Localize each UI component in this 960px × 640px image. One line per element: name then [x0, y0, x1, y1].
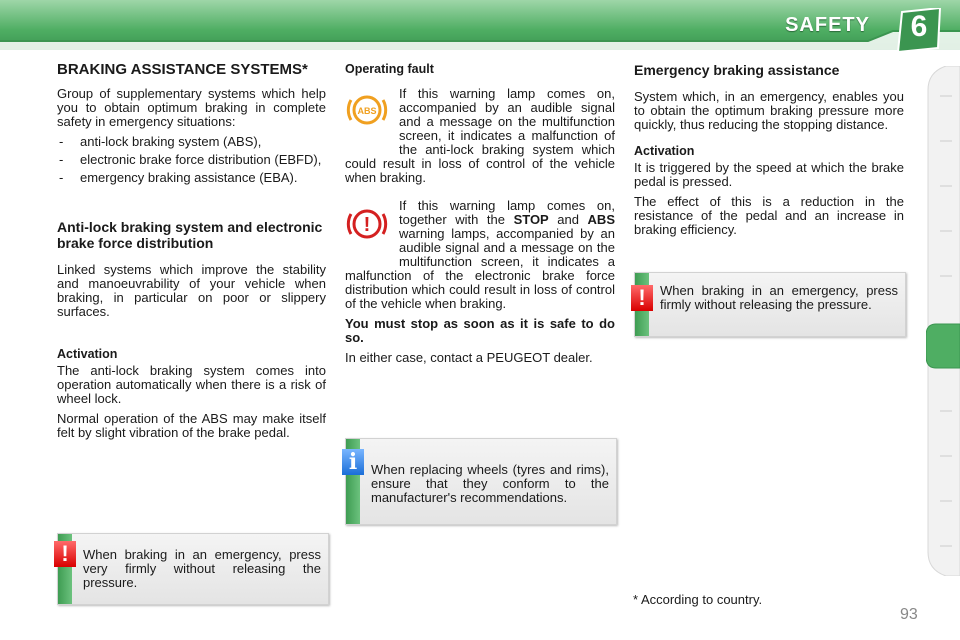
chapter-tabs: [926, 66, 960, 576]
warning-icon: !: [631, 285, 653, 311]
activation-text: Normal operation of the ABS may make itself felt by slight vibration of the brake pedal.: [57, 411, 326, 440]
warning-icon: !: [54, 541, 76, 567]
activation-text: The effect of this is a reduction in the resistance of the pedal and an increase in braking efficiency.: [634, 194, 904, 237]
info-note-text: When replacing wheels (tyres and rims), ensure that they conform to the manufacturer's recommendations.: [371, 462, 609, 505]
footnote: * According to country.: [633, 592, 763, 607]
warning-note-text: When braking in an emergency, press firmly without releasing the pressure.: [660, 283, 898, 312]
column-1: [57, 60, 326, 446]
column-3: [634, 62, 904, 243]
must-stop-text: You must stop as soon as it is safe to do so.: [345, 316, 615, 345]
systems-list: [57, 135, 326, 185]
page-number: 93: [900, 606, 918, 623]
abs-label: ABS: [587, 212, 615, 227]
emergency-braking-title: Emergency braking assistance: [634, 62, 840, 78]
section-title: SAFETY: [785, 14, 870, 36]
brake-warning-lamp-icon: [345, 202, 389, 246]
activation-heading: Activation: [634, 144, 695, 158]
brake-lamp-label: !: [363, 214, 371, 236]
warning-note-text: When braking in an emergency, press very firmly without releasing the pressure.: [83, 547, 321, 590]
fault-text-2-part: warning lamps, accompanied by an audible signal and a message on the multifunction screen, it indicates a malfunction of the electronic brake force distribution which could result in loss of control of the vehicle when braking.: [345, 226, 615, 311]
emergency-braking-text: System which, in an emergency, enables you to obtain the optimum braking pressure more quickly, thus reducing the stopping distance.: [634, 89, 904, 132]
activation-text: It is triggered by the speed at which the brake pedal is pressed.: [634, 160, 904, 189]
operating-fault-title: Operating fault: [345, 62, 434, 76]
list-item: - electronic brake force distribution (EBFD),: [57, 153, 326, 167]
chapter-number: 6: [910, 10, 928, 43]
info-note: [345, 438, 617, 525]
column-2: [345, 62, 615, 371]
abs-lamp-label: ABS: [357, 106, 377, 116]
dealer-text: In either case, contact a PEUGEOT dealer.: [345, 350, 593, 365]
list-item: - emergency braking assistance (EBA).: [57, 171, 326, 185]
abs-section-title: Anti-lock braking system and electronic brake force distribution: [57, 219, 323, 251]
fault-text-2-part: and: [548, 212, 588, 227]
intro-text: Group of supplementary systems which help you to obtain optimum braking in complete safety in emergency situations:: [57, 86, 326, 129]
abs-text: Linked systems which improve the stability and manoeuvrability of your vehicle when braking, in particular on poor or slippery surfaces.: [57, 262, 326, 319]
abs-warning-lamp-icon: [345, 88, 389, 132]
info-icon: i: [342, 449, 364, 475]
warning-note: [634, 272, 906, 337]
braking-assistance-title: BRAKING ASSISTANCE SYSTEMS*: [57, 61, 308, 78]
activation-text: The anti-lock braking system comes into operation automatically when there is a risk of wheel lock.: [57, 363, 326, 406]
stop-label: STOP: [513, 212, 549, 227]
activation-heading: Activation: [57, 347, 118, 361]
fault-text-1-content: If this warning lamp comes on, accompanied by an audible signal and a message on the multifunction screen, it indicates a malfunction of the anti-lock braking system which could result in loss of control of the vehicle when braking.: [345, 86, 615, 185]
fault-text-2-part: If this warning lamp comes on, together with the: [399, 198, 615, 227]
warning-note: [57, 533, 329, 605]
list-item: - anti-lock braking system (ABS),: [57, 135, 326, 149]
